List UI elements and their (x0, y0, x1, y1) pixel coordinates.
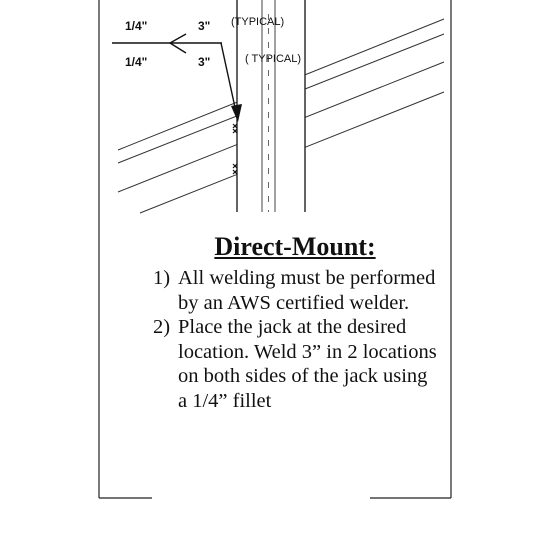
typical-note-bottom: ( TYPICAL) (245, 53, 302, 65)
instructions-title: Direct-Mount: (214, 232, 376, 261)
typical-note-top: (TYPICAL) (231, 16, 285, 28)
weld-length-bottom: 3" (198, 55, 211, 69)
weld-symbol (112, 34, 236, 112)
weld-length-top: 3" (198, 19, 211, 33)
instruction-step (150, 315, 440, 413)
step-text: Place the jack at the desired location. Weld 3” in 2 locations on both sides of the jack using a 1/4” fillet (178, 316, 437, 412)
weld-size-top: 1/4" (125, 19, 148, 33)
instruction-step (150, 266, 440, 315)
step-number: 2) (153, 316, 171, 338)
step-text: All welding must be performed by an AWS certified welder. (178, 267, 436, 314)
step-number: 1) (153, 267, 171, 289)
weld-size-bottom: 1/4" (125, 55, 148, 69)
instruction-steps (150, 266, 440, 413)
instructions-panel (150, 232, 440, 413)
jack-post (237, 0, 305, 212)
